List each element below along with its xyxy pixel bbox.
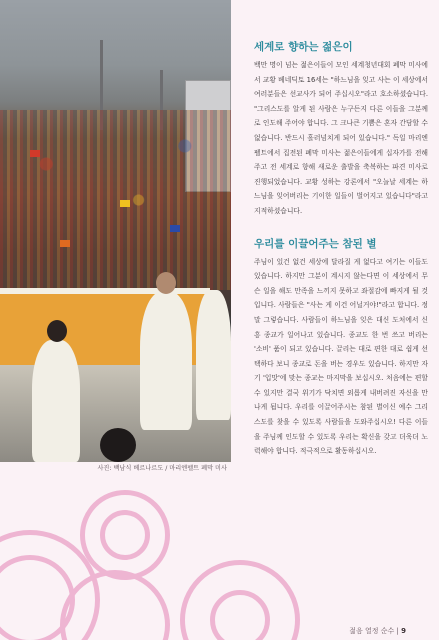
flag bbox=[170, 225, 180, 232]
priest-head bbox=[156, 272, 176, 294]
footer-section-name: 젊음 열정 순수 bbox=[349, 627, 395, 635]
decorative-rings bbox=[0, 470, 360, 640]
page-footer bbox=[349, 626, 406, 636]
page-number: 9 bbox=[401, 627, 406, 635]
photo-caption: 사진: 백남식 베르나르도 / 마리엔펠트 폐막 미사 bbox=[97, 465, 227, 472]
flag bbox=[60, 240, 70, 247]
flag bbox=[30, 150, 40, 157]
footer-separator: | bbox=[396, 627, 399, 635]
flag bbox=[120, 200, 130, 207]
priest-figure bbox=[140, 292, 192, 430]
section-heading: 세계로 향하는 젊은이 bbox=[254, 41, 353, 53]
article-column bbox=[254, 40, 428, 459]
mass-photo bbox=[0, 0, 231, 462]
spectator-head bbox=[100, 428, 136, 462]
priest-figure bbox=[32, 340, 80, 462]
priest-head bbox=[47, 320, 67, 342]
priest-figure bbox=[196, 290, 231, 420]
decorative-ring bbox=[100, 510, 150, 560]
section-heading: 우리를 이끌어주는 참된 별 bbox=[254, 237, 377, 250]
section-body: 주님이 있건 없건 세상에 달라질 게 없다고 여기는 이들도 있습니다. 하지만 그분이 계시지 않는다면 이 세상에서 무슨 일을 해도 만족을 느끼지 못하고 좌절감에 빠지게 될 것입니다. 사람들은 "사는 게 이건 어닐거야!"라고 합니다. 정말 그렇습니다. 사람들이 하느님을 잊은 대신 도처에서 신흥 종교가 일어나고 있습니다. 종교도 한 번 쓰고 버리는 '소비' 품이 되고 있습니다. 끌리는 대로 편한 대로 쉽게 선택하다 보니 종교로 돈을 버는 경우도 있습니다. 하지만 자기 '입맛'에 맞는 종교는 마지막을 보십시오. 처음에는 편할 수 있지만 결국 위기가 닥치면 외롭게 내버려진 자신을 만나게 됩니다. 우리를 이끌어주시는 참된 별이신 예수 그리스도를 찾을 수 있도록 사람들을 도와주십시오! 다른 이들을 주님께 인도할 수 있도록 우리는 확신을 갖고 더욱더 노력해야 합니다. 적극적으로 활동하십시오. bbox=[254, 257, 428, 456]
crowd bbox=[0, 110, 231, 290]
section-body: 백만 명이 넘는 젊은이들이 모인 세계청년대회 폐막 미사에서 교황 베네딕토 16세는 "하느님을 잊고 사는 이 세상에서 여러분들은 선교사가 되어 주십시오"라고 호소하셨습니다. "그리스도를 알게 된 사람은 누구든지 다른 이들을 그분께로 인도해 주어야 합니다. 그 크나큰 기쁨은 혼자 간담할 수 없습니다. 반드시 흘러넘치게 되어 있습니다." 독일 마리엔펠트에서 집전된 폐막 미사는 젊은이들에게 십자가를 전해 주고 전 세계로 향해 새로운 출발을 축복하는 파견 미사로 진행되었습니다. 교황 성하는 강론에서 "오늘날 세계는 하느님을 잊어버리는 기이한 일들이 벌어지고 있습니다"라고 지적하셨습니다. bbox=[254, 61, 428, 215]
